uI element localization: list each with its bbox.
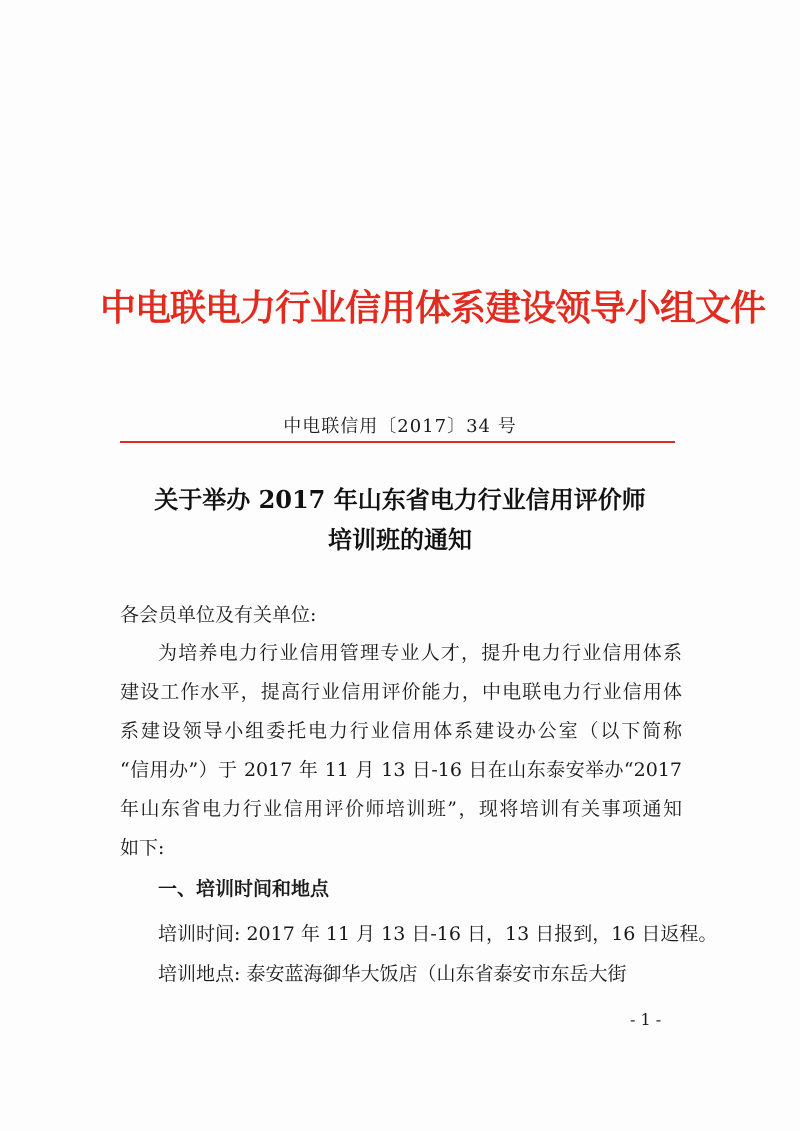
body-line: 年山东省电力行业信用评价师培训班”，现将培训有关事项通知 (120, 798, 682, 820)
training-info (158, 914, 718, 994)
org-header-title: 中电联电力行业信用体系建设领导小组文件 (100, 288, 766, 329)
document-title-line-1: 关于举办 2017 年山东省电力行业信用评价师 (154, 485, 646, 514)
training-time: 培训时间: 2017 年 11 月 13 日-16 日，13 日报到，16 日返程。 (158, 923, 718, 945)
body-paragraph (120, 634, 682, 868)
document-number: 中电联信用〔2017〕34 号 (283, 416, 517, 437)
body-line: 系建设领导小组委托电力行业信用体系建设办公室（以下简称 (120, 720, 682, 742)
red-divider-line (120, 441, 675, 443)
body-line: “信用办”）于 2017 年 11 月 13 日-16 日在山东泰安举办“2017 (120, 759, 682, 781)
body-line: 建设工作水平，提高行业信用评价能力，中电联电力行业信用体 (120, 681, 682, 703)
document-title-line-2: 培训班的通知 (328, 525, 472, 554)
document-title (90, 480, 710, 560)
body-line: 如下: (120, 837, 165, 859)
salutation: 各会员单位及有关单位: (120, 604, 317, 626)
body-line: 为培养电力行业信用管理专业人才，提升电力行业信用体系 (158, 642, 682, 664)
training-location: 培训地点: 泰安蓝海御华大饭店（山东省泰安市东岳大街 (158, 963, 627, 985)
section-heading: 一、培训时间和地点 (158, 878, 330, 900)
page-number: - 1 - (630, 1010, 662, 1029)
